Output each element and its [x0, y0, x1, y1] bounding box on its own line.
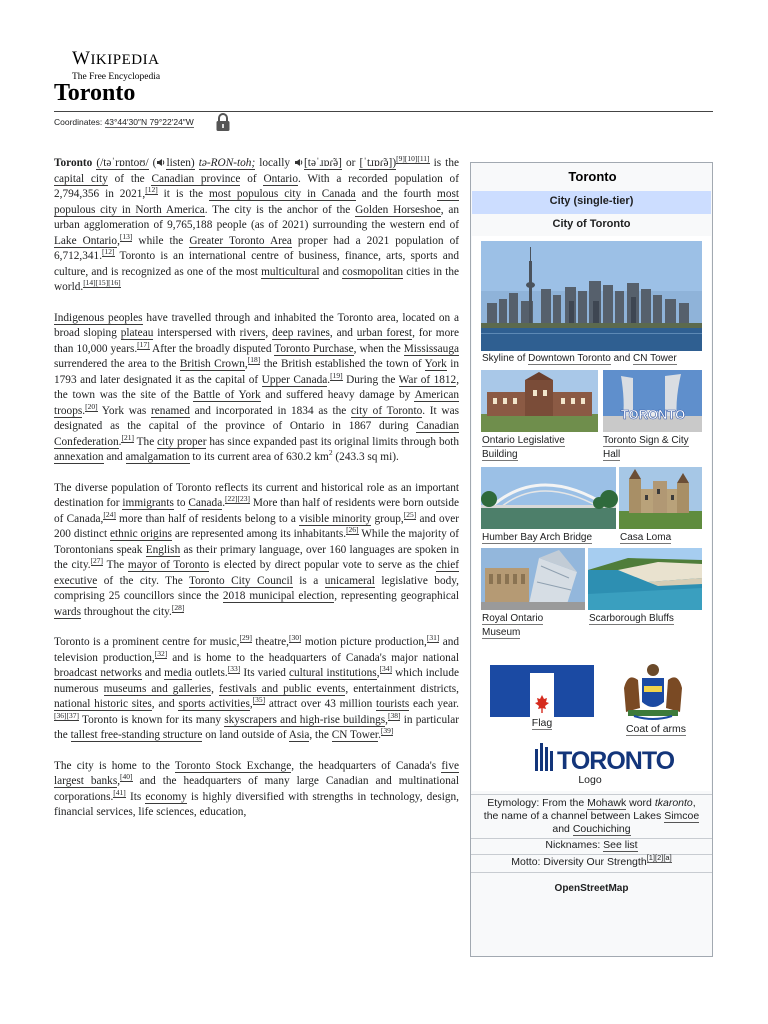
link[interactable]: York	[424, 358, 447, 370]
text: of	[247, 172, 257, 185]
paragraph-demographics	[54, 481, 459, 621]
link[interactable]: rivers	[239, 327, 266, 339]
text: The	[106, 559, 125, 571]
scarborough-bluffs-image[interactable]	[588, 548, 702, 610]
citation[interactable]: [21]	[121, 432, 134, 442]
text: York was	[101, 404, 147, 417]
link[interactable]: ethnic origins	[110, 528, 172, 540]
coordinates	[54, 117, 194, 127]
citation[interactable]: [30]	[288, 633, 302, 642]
link[interactable]: skyscrapers and high-rise buildings	[224, 713, 386, 726]
citation[interactable]: [41]	[113, 787, 126, 797]
pronunciation-link[interactable]: tə-RON-toh;	[198, 157, 256, 169]
text: and incorporated in 1834 as the	[194, 404, 347, 417]
text: and	[552, 823, 570, 835]
link[interactable]: Couchiching	[572, 823, 631, 835]
row-divider	[471, 872, 712, 873]
text: and	[144, 667, 162, 679]
text: in particular the	[54, 713, 460, 741]
text: , entertainment districts,	[345, 682, 460, 695]
link[interactable]: 2018 municipal election	[222, 590, 335, 602]
text: as their primary language, over 160 languages are spoken in the city.	[54, 543, 460, 571]
link[interactable]: Mississauga	[403, 342, 459, 355]
link[interactable]: city of Toronto	[351, 404, 423, 417]
lock-icon	[214, 112, 232, 132]
text: legislative body, comprising 25 councillors since the	[54, 574, 459, 602]
text: , for more than 10,000 years.	[54, 327, 460, 355]
wikipedia-logo[interactable]	[72, 49, 160, 82]
link[interactable]: immigrants	[122, 497, 174, 509]
citation[interactable]: [25]	[403, 509, 417, 519]
link[interactable]: CN Tower	[331, 729, 379, 741]
link[interactable]: Indigenous peoples	[54, 311, 143, 324]
skyline-caption	[482, 352, 704, 366]
settlement-type-link[interactable]: City (single-tier)	[549, 195, 634, 207]
link[interactable]: urban forest	[356, 327, 413, 339]
legislative-building-image[interactable]	[481, 370, 598, 432]
text: . With a recorded population of 2,794,356 in 2021,	[54, 172, 459, 200]
link[interactable]: Golden Horseshoe	[355, 203, 441, 216]
text: locally	[259, 157, 290, 169]
link[interactable]: capital city	[54, 172, 108, 185]
citation[interactable]: [18]	[247, 355, 261, 364]
link[interactable]: mayor of Toronto	[127, 559, 210, 571]
link[interactable]: Mohawk	[587, 797, 627, 809]
text: More than half of residents were born outside of Canada,	[54, 497, 459, 525]
text: .	[82, 404, 86, 417]
superscript: 2	[328, 448, 333, 457]
text: motion picture production,	[304, 636, 427, 648]
link[interactable]: American troops	[54, 389, 459, 417]
casa-loma-image[interactable]	[619, 467, 702, 529]
citation[interactable]: [36][37]	[54, 710, 79, 720]
link[interactable]: Canadian province	[151, 172, 241, 185]
link[interactable]: British Crown	[179, 358, 245, 370]
row-divider	[471, 794, 712, 795]
text: on land outside of	[205, 729, 287, 741]
link[interactable]: deep ravines	[272, 327, 330, 339]
link[interactable]: tourists	[375, 698, 410, 710]
citation[interactable]: [1][2][a]	[646, 853, 672, 862]
citation[interactable]: [12]	[102, 247, 115, 256]
link[interactable]: tallest free-standing structure	[70, 729, 203, 741]
text: ,	[376, 667, 380, 679]
citation[interactable]: [27]	[90, 556, 104, 565]
link[interactable]: Asia	[288, 729, 310, 741]
link[interactable]: Toronto Purchase	[274, 342, 354, 355]
link[interactable]: Royal Ontario Museum	[482, 613, 544, 638]
text: ,	[265, 327, 269, 339]
citation[interactable]: [14][15][16]	[83, 278, 121, 287]
citation[interactable]: [35]	[252, 695, 266, 704]
text: surrendered the area to the	[54, 358, 177, 370]
link[interactable]: Battle of York	[193, 389, 261, 401]
text: Toronto is an international centre of business, finance, arts, sports and culture, and is recognized as one of the most	[54, 250, 460, 278]
link[interactable]: renamed	[151, 404, 190, 417]
text: ,	[117, 234, 120, 247]
text: theatre,	[255, 636, 289, 648]
citation[interactable]: [13]	[119, 231, 133, 241]
link[interactable]: chief executive	[54, 559, 459, 587]
citation[interactable]: [40]	[120, 772, 133, 781]
toronto-sign-image[interactable]	[603, 370, 702, 432]
text: and suffered heavy damage by	[265, 389, 411, 401]
citation[interactable]: [20]	[85, 401, 98, 411]
humber-bridge-image[interactable]	[481, 467, 616, 529]
link[interactable]: Toronto City Council	[189, 574, 293, 587]
text: group,	[374, 512, 404, 525]
text: in 1793 and later designated it as the capital of	[54, 358, 460, 386]
motto-row	[470, 853, 713, 869]
text: tkaronto	[654, 797, 693, 809]
coordinates-label: Coordinates:	[54, 117, 103, 127]
logo-wordmark: TORONTO	[557, 747, 675, 775]
flag-caption	[490, 716, 594, 730]
logo-caption	[560, 773, 620, 787]
text: cities in the world.	[54, 265, 460, 293]
official-name: City of Toronto	[552, 218, 631, 230]
link[interactable]: See list	[603, 839, 638, 851]
text: ,	[244, 358, 248, 370]
link[interactable]: Toronto Stock Exchange	[174, 759, 292, 772]
text: is elected by direct popular vote to serve as the	[212, 559, 433, 571]
link[interactable]: national historic sites	[54, 698, 152, 710]
citation[interactable]: [17]	[137, 339, 150, 349]
text: which include numerous	[54, 667, 459, 695]
link[interactable]: Toronto Sign & City Hall	[603, 435, 689, 460]
listen-link[interactable]: listen)	[166, 157, 195, 169]
text: throughout the city.	[83, 605, 172, 618]
link[interactable]: cultural institutions	[288, 667, 377, 679]
text: or	[345, 157, 356, 169]
citation[interactable]: [9][10][11]	[396, 154, 430, 163]
text: , the	[309, 729, 329, 741]
text: , an urban agglomeration of 9,765,188 people (as of 2021) surrounding the western end of	[54, 203, 459, 231]
row-divider	[471, 854, 712, 855]
text: more than half of residents belong to a	[119, 512, 296, 525]
text: During the	[346, 373, 396, 386]
text: and	[613, 353, 631, 364]
citation[interactable]: [22][23]	[225, 494, 251, 503]
title-divider	[54, 111, 713, 112]
paragraph-intro: Toronto (/təˈrɒntoʊ/ ( listen) tə-RON-toh; locally [təˈɹɒɾ̃ə] or [ˈtɹɒɾ̃ə])[9][10][11] is the capital city of the Canadian province of Ontario. With a recorded population of 2,794,356 in 2021,[12] it is the most populous city in Canada and the fourth most populous city in North America. The city is the anchor of the Golden Horseshoe, an urban agglomeration of 9,765,188 people (as of 2021) surrounding the western end of Lake Ontario,[13] while the Greater Toronto Area proper had a 2021 population of 6,712,341.[12] Toronto is an international centre of business, finance, arts, sports and culture, and is recognized as one of the most multicultural and cosmopolitan cities in the world.[14][15][16]	[54, 154, 460, 293]
link[interactable]: most populous city in Canada	[209, 188, 356, 200]
rom-image[interactable]	[481, 548, 585, 610]
map-label: OpenStreetMap	[554, 883, 629, 894]
link[interactable]: wards	[54, 605, 81, 618]
infobox-type-header	[472, 191, 711, 214]
link[interactable]: English	[145, 543, 181, 556]
text: The diverse population of Toronto reflects its current and historical role as an important destination for	[54, 481, 459, 509]
link[interactable]: multicultural	[261, 265, 320, 278]
link[interactable]: media	[164, 667, 192, 679]
link[interactable]: Coat of arms	[625, 723, 687, 735]
link[interactable]: Upper Canada	[261, 373, 328, 386]
text: it is the	[163, 188, 204, 200]
text: .	[378, 729, 381, 741]
link[interactable]: CN Tower	[633, 353, 677, 364]
wordmark: WIKIPEDIA	[72, 48, 160, 69]
text: After the broadly disputed	[152, 342, 272, 355]
ipa-link[interactable]: [təˈɹɒɾ̃ə]	[304, 157, 342, 169]
link[interactable]: War of 1812	[398, 373, 457, 386]
link[interactable]: unicameral	[324, 574, 375, 587]
skyline-image[interactable]	[481, 241, 702, 351]
text: each year.	[412, 698, 460, 710]
nicknames-row	[470, 839, 713, 852]
coat-of-arms-caption	[610, 722, 702, 736]
text: and	[106, 451, 123, 463]
text: The city is home to the	[54, 759, 170, 772]
text: Motto: Diversity Our Strength	[511, 856, 647, 868]
text: , the town was the site of the	[54, 373, 460, 401]
text: . The city is the anchor of the	[204, 203, 351, 216]
etymology-row	[470, 797, 713, 836]
ipa-link[interactable]: (/təˈrɒntoʊ/	[96, 157, 149, 169]
link[interactable]: cosmopolitan	[342, 265, 404, 278]
link[interactable]: Downtown Toronto	[528, 353, 611, 364]
link[interactable]: Ontario Legislative Building	[482, 435, 565, 460]
text: Its	[129, 790, 142, 803]
link[interactable]: Casa Loma	[620, 532, 672, 543]
paragraph-history	[54, 311, 459, 466]
text: , and	[329, 327, 353, 339]
text: are represented among its inhabitants.	[174, 528, 347, 540]
text: ,	[211, 682, 214, 695]
link[interactable]: economy	[145, 790, 187, 803]
text: to	[176, 497, 186, 509]
text: , the name of a channel between Lakes	[483, 797, 696, 822]
text: .	[118, 435, 122, 448]
text: Toronto is a prominent centre for music,	[54, 636, 240, 648]
citation[interactable]: [33]	[227, 664, 241, 673]
link[interactable]: Lake Ontario	[54, 234, 118, 247]
link[interactable]: amalgamation	[125, 451, 190, 463]
text: .	[327, 373, 331, 386]
scarborough-bluffs-caption	[589, 612, 701, 626]
citation[interactable]: [29]	[239, 633, 253, 642]
citation[interactable]: [19]	[330, 370, 343, 380]
article-subject: Toronto	[54, 157, 93, 169]
text: proper had a 2021 population of 6,712,341.	[54, 234, 459, 262]
text: and	[322, 265, 339, 278]
text: to its current area of 630.2 km	[192, 451, 329, 463]
paragraph-economy	[54, 759, 459, 821]
text: have travelled through and inhabited the Toronto area, located on a broad sloping	[54, 311, 459, 339]
text: the British established the town of	[263, 358, 422, 370]
text: word	[629, 797, 652, 809]
citation[interactable]: [26]	[346, 525, 359, 534]
link[interactable]: sports activities	[178, 698, 250, 710]
link[interactable]: Humber Bay Arch Bridge	[482, 532, 593, 543]
legislative-building-caption	[482, 434, 594, 462]
text: ,	[249, 698, 253, 710]
link[interactable]: five largest banks	[54, 759, 459, 787]
text: , the headquarters of Canada's	[291, 759, 437, 772]
link[interactable]: city proper	[157, 435, 207, 448]
speaker-icon[interactable]	[156, 158, 166, 167]
text: , and	[151, 698, 175, 710]
text: .	[222, 497, 226, 509]
text: , representing geographical	[334, 590, 459, 602]
tagline: The Free Encyclopedia	[72, 72, 161, 82]
text: , when the	[353, 342, 401, 355]
text: and over 200 distinct	[54, 512, 460, 540]
text: interspersed with	[157, 327, 236, 339]
link[interactable]: festivals and public events	[219, 682, 346, 695]
speaker-icon[interactable]	[294, 158, 304, 167]
link[interactable]: visible minority	[299, 512, 372, 525]
citation[interactable]: [39]	[380, 726, 394, 735]
link[interactable]: annexation	[54, 451, 104, 463]
link[interactable]: Canadian Confederation	[54, 420, 459, 448]
link[interactable]: plateau	[120, 327, 154, 339]
text: while the	[138, 234, 184, 247]
page-title: Toronto	[54, 80, 136, 106]
text: Its varied	[243, 667, 286, 679]
link[interactable]: Simcoe	[664, 810, 700, 822]
text: and television production,	[54, 636, 460, 664]
coordinates-link[interactable]: 43°44′30″N 79°22′24″W	[104, 117, 194, 127]
text: . It was designated as the capital of the province of Ontario in 1867 during	[54, 404, 459, 432]
coat-of-arms-image[interactable]	[616, 658, 690, 722]
text: and the fourth	[361, 188, 432, 200]
text: Logo	[578, 774, 602, 786]
svg-text:TORONTO: TORONTO	[620, 407, 686, 422]
link[interactable]: Greater Toronto Area	[189, 234, 292, 247]
citation[interactable]: [32]	[154, 648, 168, 658]
city-logo-image[interactable]	[533, 741, 675, 775]
citation[interactable]: [12]	[145, 185, 158, 194]
text: has since expanded past its original limits through both	[209, 435, 460, 448]
link[interactable]: broadcast networks	[54, 667, 142, 679]
citation[interactable]: [34]	[379, 664, 393, 673]
text: (243.3 sq mi).	[335, 451, 399, 463]
text: is a	[299, 574, 319, 587]
casa-loma-caption	[620, 531, 702, 545]
paragraph-culture	[54, 635, 459, 744]
link[interactable]: most populous city in North America	[54, 188, 460, 216]
citation[interactable]: [28]	[171, 602, 185, 612]
text: Skyline of	[482, 353, 526, 364]
article-body	[54, 156, 459, 836]
rom-caption	[482, 612, 582, 640]
text: and is home to the headquarters of Canada's major national	[172, 651, 459, 664]
text: While the majority of Torontonians speak	[54, 528, 460, 556]
ipa-link[interactable]: [ˈtɹɒɾ̃ə])	[359, 157, 397, 169]
text: Nicknames:	[545, 839, 601, 851]
flag-image[interactable]	[490, 665, 594, 717]
text: and the headquarters of many large Canadian and multinational corporations.	[54, 775, 459, 803]
link[interactable]: Flag	[531, 717, 553, 729]
text: is highly diversified with strengths in technology, design, financial services, life sciences, education,	[54, 790, 460, 818]
text: of the	[114, 172, 145, 185]
link[interactable]: museums and galleries	[103, 682, 212, 695]
infobox-title: Toronto	[568, 169, 617, 184]
text: of the city. The	[103, 574, 183, 587]
citation[interactable]: [38]	[387, 710, 401, 720]
text: ,	[117, 775, 121, 787]
text: attract over 43 million	[268, 698, 373, 710]
text: Toronto is known for its many	[82, 713, 222, 726]
toronto-sign-caption	[603, 434, 707, 462]
text: Etymology: From the	[487, 797, 585, 809]
citation[interactable]: [24]	[103, 509, 116, 519]
humber-bridge-caption	[482, 531, 612, 545]
text: The	[136, 435, 155, 448]
text: ,	[385, 713, 388, 726]
link[interactable]: Canada	[188, 497, 223, 509]
citation[interactable]: [31]	[426, 633, 440, 642]
text: is the	[433, 157, 459, 169]
link[interactable]: Ontario	[263, 172, 298, 185]
link[interactable]: Scarborough Bluffs	[589, 613, 674, 624]
text: outlets.	[194, 667, 228, 679]
